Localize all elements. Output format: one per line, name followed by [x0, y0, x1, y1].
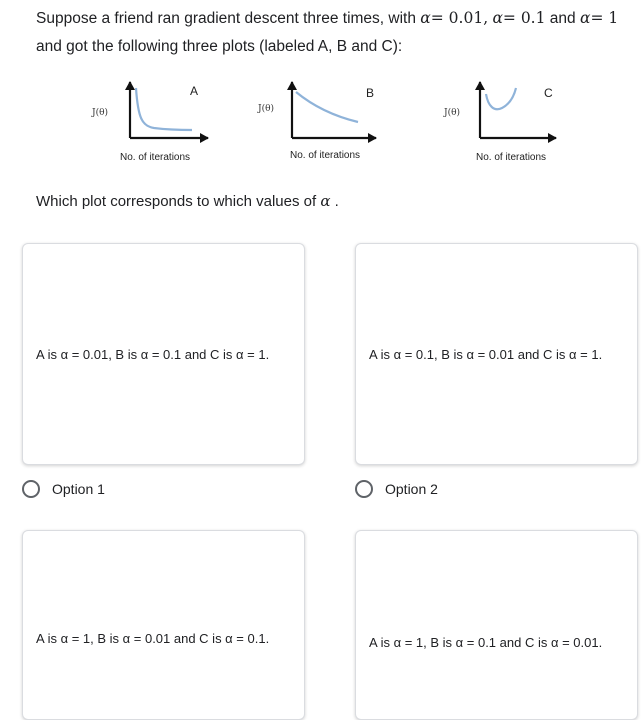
option-2-card[interactable] [355, 243, 638, 465]
plot-c-letter: C [544, 86, 553, 100]
option-1-radio[interactable] [22, 480, 40, 498]
plot-c-xlabel: No. of iterations [476, 152, 547, 163]
option-1-text: A is α = 0.01, B is α = 0.1 and C is α = 1. [36, 347, 270, 362]
question-text [36, 4, 636, 61]
option-2-label: Option 2 [385, 481, 438, 497]
plot-a-letter: A [190, 84, 199, 98]
plot-c [444, 78, 574, 173]
plot-b-ylabel: J(θ) [258, 104, 275, 114]
question-prompt: Which plot corresponds to which values of α . [36, 192, 339, 210]
option-1-card[interactable] [22, 243, 305, 465]
plot-b [258, 78, 388, 173]
option-4-text: A is α = 1, B is α = 0.1 and C is α = 0.01. [369, 635, 603, 650]
plot-b-xlabel: No. of iterations [290, 150, 361, 161]
option-1-choice[interactable] [22, 480, 105, 498]
plot-b-curve [296, 92, 358, 122]
option-2-text: A is α = 0.1, B is α = 0.01 and C is α = 1. [369, 347, 603, 362]
option-3-text: A is α = 1, B is α = 0.01 and C is α = 0.1. [36, 631, 270, 646]
plot-c-ylabel: J(θ) [444, 108, 461, 118]
option-3-card[interactable] [22, 530, 305, 720]
plot-a-xlabel: No. of iterations [120, 152, 191, 163]
plot-a [92, 78, 222, 173]
plot-b-letter: B [366, 86, 375, 100]
question-line-1: Suppose a friend ran gradient descent three times, with α= 0.01, α= 0.1 and α= 1 [36, 9, 619, 27]
plot-a-ylabel: J(θ) [92, 108, 109, 118]
option-2-choice[interactable] [355, 480, 438, 498]
option-2-radio[interactable] [355, 480, 373, 498]
plot-c-curve [486, 88, 516, 109]
option-4-card[interactable] [355, 530, 638, 720]
question-line-2: and got the following three plots (labeled A, B and C): [36, 38, 403, 55]
plot-a-curve [136, 88, 192, 130]
option-1-label: Option 1 [52, 481, 105, 497]
